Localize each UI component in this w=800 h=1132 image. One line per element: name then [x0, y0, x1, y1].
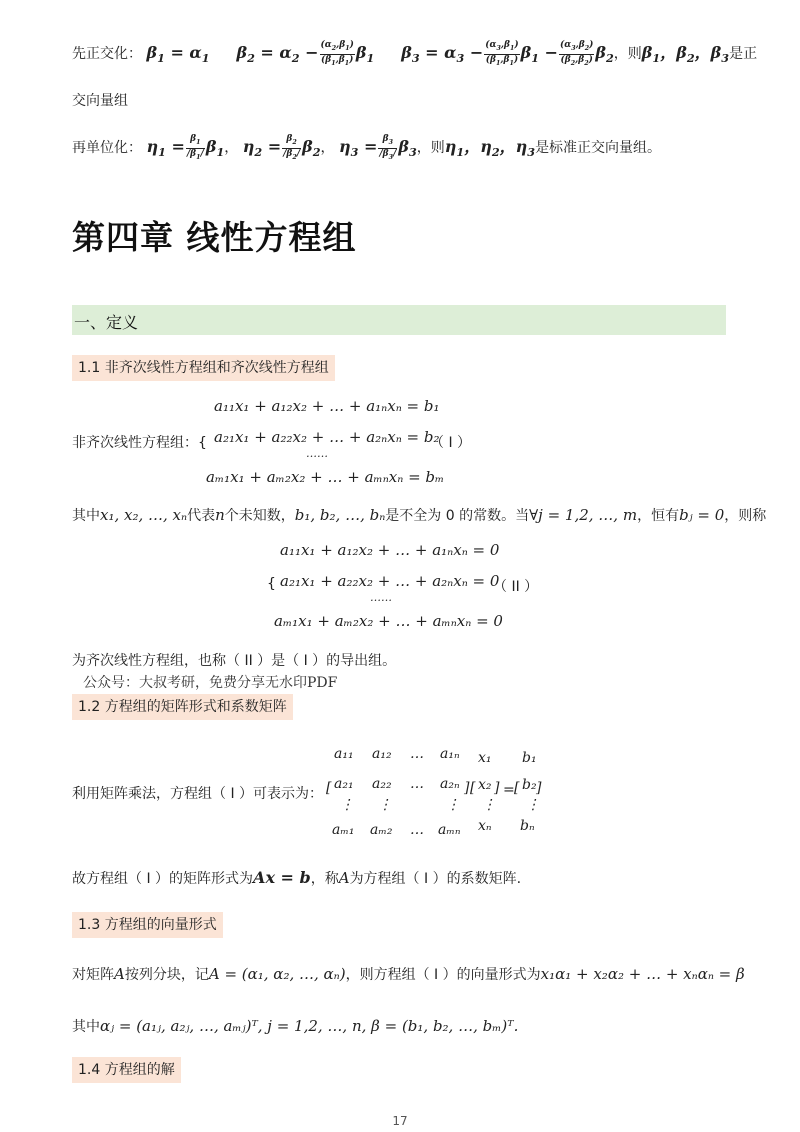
matrix-cell: … — [410, 746, 424, 762]
beta-set: $\beta_1$，$\beta_2$，$\beta_3$ — [641, 43, 730, 66]
eta1-def: $\eta_1$ = — [146, 137, 185, 160]
x-vector-left-bracket: [ — [470, 780, 476, 796]
matrix-cell: a₂₂ — [372, 776, 392, 792]
matrix-intro-label: 利用矩阵乘法，方程组（ I ）可表示为： — [72, 786, 324, 802]
homo-eq-row-3: aₘ₁x₁ + aₘ₂x₂ + … + aₘₙxₙ = 0 — [274, 612, 503, 630]
subsection-heading-1-1: 1.1 非齐次线性方程组和齐次线性方程组 — [72, 355, 335, 381]
eta2-fraction: $\frac{\beta_2}{/\beta_2/}$ — [283, 133, 301, 161]
x-vector-cell: x₂ — [478, 777, 492, 793]
matrix-cell: a₂ₙ — [440, 776, 460, 792]
orthogonalize-tail: ，则 — [613, 46, 642, 62]
beta3-fraction-2: $\frac{(\alpha_3,\beta_2)}{(\beta_2,\beta_2)}$ — [560, 39, 594, 67]
form-end: 为方程组（ I ）的系数矩阵. — [349, 871, 522, 887]
para-mid-3: 是不全为 0 的常数。当 — [385, 508, 530, 524]
b-vector-cell: ⋮ — [526, 797, 540, 813]
matrix-cell: a₁₂ — [372, 746, 392, 762]
para-forall: ∀j = 1,2, …, m — [529, 506, 638, 524]
para-n: n — [215, 506, 225, 524]
para-mid-4: ，恒有 — [637, 508, 680, 524]
beta3-def: $\beta_3 = \alpha_3$ − — [401, 43, 484, 66]
eta2-def: $\eta_2$ = — [242, 137, 282, 160]
homo-conclusion: 为齐次线性方程组，也称（ II ）是（ I ）的导出组。 — [72, 653, 397, 669]
matrix-form-line — [72, 868, 521, 888]
eta3-def: $\eta_3$ = — [338, 137, 378, 160]
b-vector-cell: b₂ — [522, 777, 537, 793]
para-bj: bⱼ = 0 — [679, 506, 725, 524]
matrix-cell: ⋮ — [340, 797, 354, 813]
matrix-cell: a₁₁ — [334, 746, 354, 762]
homo-eq-row-2: a₂₁x₁ + a₂₂x₂ + … + a₂ₙxₙ = 0 — [280, 572, 500, 590]
orthogonalize-tail-2: 是正 — [729, 46, 758, 62]
definition-paragraph — [72, 505, 766, 526]
subsection-heading-1-4: 1.4 方程组的解 — [72, 1057, 181, 1083]
x-vector-right-bracket: ] — [494, 780, 500, 796]
orthogonalize-label: 先正交化： — [72, 46, 142, 62]
vector-form-line-2 — [72, 1016, 518, 1036]
form-a: A — [338, 869, 350, 887]
matrix-cell: ⋮ — [446, 797, 460, 813]
nonhomo-label: 非齐次线性方程组：{ — [72, 435, 207, 451]
homo-brace: { — [267, 576, 276, 592]
vec-def: A = (α₁, α₂, …, αₙ) — [208, 965, 346, 983]
vec-mid: 按列分块，记 — [124, 967, 209, 983]
nonhomo-eq-row-3: aₘ₁x₁ + aₘ₂x₂ + … + aₘₙxₙ = bₘ — [206, 468, 445, 486]
vec-form: x₁α₁ + x₂α₂ + … + xₙαₙ = β — [540, 965, 745, 983]
matrix-cell: … — [410, 776, 424, 792]
vec2-prefix: 其中 — [72, 1019, 100, 1035]
vec-a: A — [114, 965, 125, 983]
b-vector-right-bracket: ] — [536, 780, 542, 796]
matrix-cell: ⋮ — [378, 797, 392, 813]
b-vector-left-bracket: [ — [514, 780, 520, 796]
watermark-text: 公众号：大叔考研，免费分享无水印PDF — [83, 675, 338, 691]
subsection-heading-1-2: 1.2 方程组的矩阵形式和系数矩阵 — [72, 694, 293, 720]
form-axb: Ax = b — [253, 868, 311, 887]
beta2-def: $\beta_2 = \alpha_2$ − — [236, 43, 319, 66]
form-prefix: 故方程组（ I ）的矩阵形式为 — [72, 871, 254, 887]
para-bs: b₁, b₂, …, bₙ — [294, 506, 386, 524]
normalize-label: 再单位化： — [72, 140, 142, 156]
beta3-fraction-1: $\frac{(\alpha_3,\beta_1)}{(\beta_1,\beta_1)}$ — [485, 39, 519, 67]
para-end: ，则称 — [724, 508, 767, 524]
para-vars: x₁, x₂, …, xₙ — [100, 506, 188, 524]
matrix-cell: a₂₁ — [334, 776, 354, 792]
nonhomo-eq-dots: …… — [306, 447, 328, 460]
normalize-tail: ，则 — [416, 140, 445, 156]
b-vector-cell: bₙ — [520, 818, 535, 834]
x-vector-cell: ⋮ — [482, 797, 496, 813]
nonhomo-eq-row-1: a₁₁x₁ + a₁₂x₂ + … + a₁ₙxₙ = b₁ — [214, 397, 440, 415]
matrix-cell: a₁ₙ — [440, 746, 460, 762]
x-vector-cell: x₁ — [478, 750, 492, 766]
matrix-cell: … — [410, 822, 424, 838]
beta2-fraction: $\frac{(\alpha_2,\beta_1)}{(\beta_1,\beta_1)}$ — [320, 39, 354, 67]
beta1-def: $\beta_1 = \alpha_1$ — [146, 43, 210, 66]
homo-eq-row-1: a₁₁x₁ + a₁₂x₂ + … + a₁ₙxₙ = 0 — [280, 541, 500, 559]
matrix-cell: aₘ₁ — [332, 822, 355, 838]
page-number: 17 — [392, 1114, 408, 1128]
para-mid-2: 个未知数， — [224, 508, 295, 524]
b-vector-cell: b₁ — [522, 750, 537, 766]
eta3-fraction: $\frac{\beta_3}{/\beta_3/}$ — [379, 133, 397, 161]
vector-form-line-1 — [72, 964, 745, 984]
section-bar — [72, 305, 726, 335]
para-prefix: 其中 — [72, 508, 100, 524]
nonhomo-eq-row-2: a₂₁x₁ + a₂₂x₂ + … + a₂ₙxₙ = b₂ — [214, 428, 440, 446]
matrix-cell: aₘ₂ — [370, 822, 393, 838]
matrix-left-bracket: [ — [326, 780, 332, 796]
equation-tag-2: （ II ） — [493, 579, 539, 595]
orthogonalize-line: 先正交化： $\beta_1 = \alpha_1$ $\beta_2 = \alpha_2$ − $\frac{(\alpha_2,\beta_1)}{(\beta_1,\beta_1)}$ $\beta_1$ $\beta_3 = \alpha_3$ − $\frac{(\alpha_3,\beta_1)}{(\beta_1,\beta_1)}$ $\beta_1$ − $\frac{(\alpha_3,\beta_2)}{(\beta_2,\beta_2)}$ $\beta_2$，则$\beta_1$，$\beta_2$，$\beta_3$是正 — [72, 39, 758, 67]
homo-eq-dots: …… — [370, 591, 392, 604]
matrix-cell: aₘₙ — [438, 822, 461, 838]
eta1-fraction: $\frac{\beta_1}{/\beta_1/}$ — [186, 133, 204, 161]
chapter-title: 第四章 线性方程组 — [72, 218, 357, 257]
normalize-tail-2: 是标准正交向量组。 — [535, 140, 662, 156]
x-vector-cell: xₙ — [478, 818, 492, 834]
para-mid-1: 代表 — [187, 508, 216, 524]
matrix-equals: = — [503, 782, 515, 798]
vec-mid-2: ，则方程组（ I ）的向量形式为 — [345, 967, 541, 983]
section-title: 一、定义 — [74, 313, 139, 332]
eta-set: $\eta_1$，$\eta_2$，$\eta_3$ — [444, 137, 536, 160]
equation-tag-1: （ I ） — [430, 435, 472, 451]
matrix-right-bracket: ] — [464, 780, 470, 796]
normalize-line: 再单位化： $\eta_1$ = $\frac{\beta_1}{/\beta_1/}$ $\beta_1$， $\eta_2$ = $\frac{\beta_2}{/\beta_2/}$ $\beta_2$， $\eta_3$ = $\frac{\beta_3}{/\beta_3/}$ $\beta_3$，则$\eta_1$，$\eta_2$，$\eta_3$是标准正交向量组。 — [72, 133, 662, 161]
subsection-heading-1-3: 1.3 方程组的向量形式 — [72, 912, 223, 938]
vec2-def: αⱼ = (a₁ⱼ, a₂ⱼ, …, aₘⱼ)ᵀ, j = 1,2, …, n, β = (b₁, b₂, …, bₘ)ᵀ. — [100, 1017, 519, 1035]
form-mid: ，称 — [310, 871, 339, 887]
orthogonalize-line-2: 交向量组 — [72, 93, 128, 109]
vec-prefix: 对矩阵 — [72, 967, 114, 983]
